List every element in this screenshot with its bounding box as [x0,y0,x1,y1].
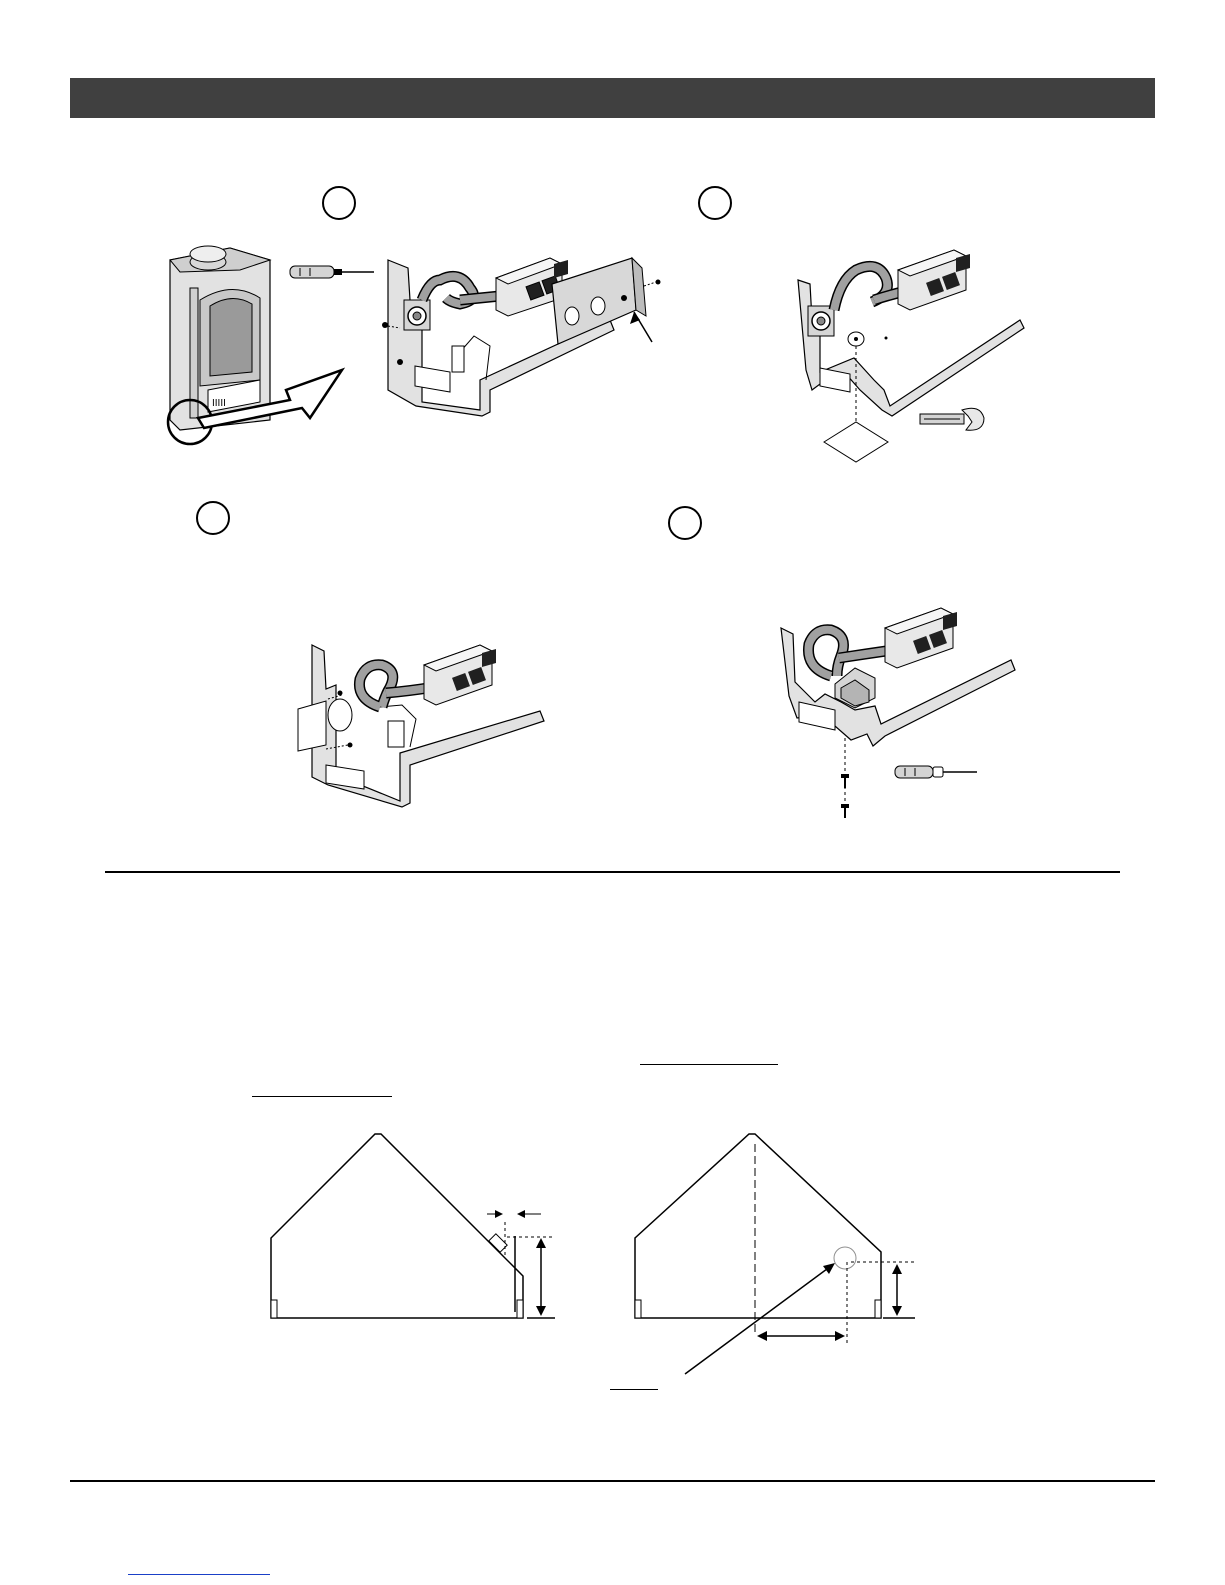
template-diagram-right [625,1120,945,1390]
section-header-bar [70,78,1155,118]
step-1-illustration [160,240,680,460]
diagram-left-heading-rule [252,1096,392,1097]
arrow-icon [517,1210,541,1218]
arrow-icon [630,312,652,342]
step-2-marker [698,186,732,220]
screw-icon [841,804,849,818]
screwdriver-icon [895,766,977,778]
template-diagram-left [265,1120,565,1330]
step-1-marker [322,186,356,220]
template-tab-right [875,1300,881,1318]
step-4-illustration [775,598,1035,828]
arrow-icon [487,1210,503,1218]
template-tab-left [271,1300,277,1318]
step-3-marker [196,501,230,535]
template-tab-right [517,1300,523,1318]
vertical-dimension-arrow [536,1238,546,1316]
screwdriver-icon [290,266,374,278]
wrench-icon [920,408,984,430]
screw-icon [841,774,849,788]
section-divider [105,871,1120,873]
vertical-dimension-arrow [892,1264,902,1316]
floor-marker [824,422,888,462]
footer-link[interactable] [128,1574,270,1575]
valve-bracket-assembly [798,250,1024,426]
template-outline [271,1134,523,1318]
diagram-right-heading-rule [640,1064,778,1065]
step-2-illustration [790,240,1050,470]
valve-bracket-assembly [298,645,544,807]
template-outline [635,1134,881,1318]
svg-text:IIIII: IIIII [212,398,226,409]
template-tab-left [635,1300,641,1318]
footer-divider [70,1480,1155,1482]
step-4-marker [668,506,702,540]
horizontal-dimension-arrow [757,1331,845,1341]
step-3-illustration [290,615,560,815]
